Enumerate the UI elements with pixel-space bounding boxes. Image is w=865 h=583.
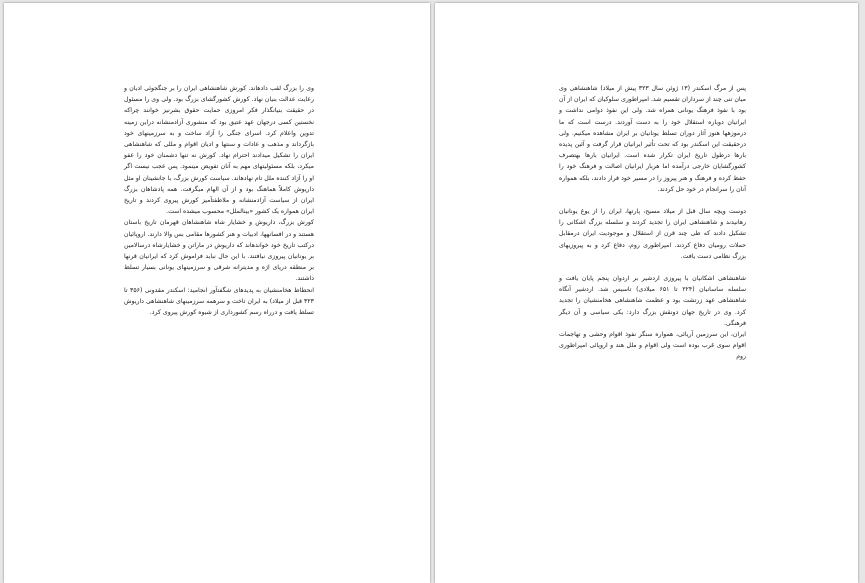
paragraph: ایران، این سرزمین آریائی، همواره سنگر نفوذ اقوام وحشی و تهاجمات اقوام سوی غرب بوده است ولی اقوام و ملل هند و اروپائی امپراطوری روم: [559, 331, 746, 361]
document-page-left: [4, 3, 430, 583]
page-text-block: [559, 83, 746, 363]
paragraph: کورش بزرگ، داریوش و خشایار شاه شاهنشاهان قهرمان تاریخ باستان هستند و در افسانهها، ادبیات و هنر کشورها مقامی بس والا دارند. اروپائیان درکتب تاریخ خود خواندهاند که داریوش در ماراتن و خشایارشاه درسالامین بر یونانیان پیروزی نیافتند. با این حال نباید فراموش کرد که ایرانیان قرنها بر منطقه دریای اژه و مدیترانه شرقی و سرزمینهای یونانی بسیار تسلط داشتند.: [124, 219, 314, 283]
document-page-right: [435, 3, 858, 583]
paragraph: انحطاط هخامنشیان به پدیدهای شگفتآور انجامید: اسکندر مقدونی (۳۵۶ تا ۳۲۳ قبل از میلاد) به ایران تاخت و سرهمه سرزمینهای شاهنشاهی داریوش تسلط یافت و درراه رسم کشورداری از شیوه کورش پیروی کرد.: [124, 286, 315, 317]
paragraph: پس از مرگ اسکندر (۱۳ ژوئن سال ۳۲۳ پیش از میلاد) شاهنشاهی وی میان تنی چند از سرداران تقسیم شد. امپراطوری سلوکیان که ایران از آن بود با نفوذ فرهنگ یونانی همراه شد. ولی این نفوذ دوامی نداشت و ایرانیان دوباره استقلال خود را به دست آوردند. درست است که ما درموزهها هنوز آثار دوران تسلط یونانیان بر ایران مشاهده میکنیم. ولی درحقیقت این اسکندر بود که تحت تأثیر ایرانیان قرار گرفت و آئین پدیده بارها درطول تاریخ ایران تکرار شده است. ایرانیان بارها بهتصرف کشورگشایان خارجی درآمده اما هربار ایرانیان اصالت و فرهنگ خود را حفظ کرده و فرهنگ و هنر پیروز را در مسیر خود قرار دادند، بلکه همواره آنان را سرانجام در خود حل کردند.: [559, 85, 747, 193]
paragraph: دوست ویچه سال قبل از میلاد مسیح، پارتها، ایران را از یوغ یونانیان رهانیدند و شاهنشاهی ایران را تجدید کردند و سلسله بزرگ اشکانی را تشکیل دادند که طی چند قرن از استقلال و موجودیت ایران درمقابل حملات رومیان دفاع کردند. امپراطوری روم، دفاع کرد و به پیروزیهای بزرگ نظامی دست یافت.: [559, 208, 746, 260]
paragraph: وی را بزرگ لقب دادهاند. کورش شاهنشاهی ایران را بر جنگجوئی ادیان و رعایت عدالت بنیان نهاد. کورش کشورگشای بزرگ بود. ولی وی را مسئول در حقیقت بنیانگذار فکر امروزی حمایت حقوق بشرنیز خوانند چراکه نخستین کسی درجهان عهد عتیق بود که منشوری آزادمنشانه دراین زمینه تدوین واعلام کرد. اسرای جنگی را آزاد ساخت و به سرزمینهای خود بازگرداند و مذهب و عادات و سنتها و ادیان اقوام و مللی که شاهنشاهی ایران را تشکیل میدادند احترام نهاد. کورش نه تنها دشمنان خود را عفو میکرد، بلکه مسئولیتهای مهم به آنان تفویض مینمود. پس عجب نیست اگر او را آزاد کننده ملل تام نهادهاند. سیاست کورش بزرگ، با جانشینان او مثل داریوش کاملاً هماهنگ بود و از آن الهام میگرفت. همه پادشاهان بزرگ ایران از سیاست آزادمنشانه و ملاطفتآمیز کورش پیروی کردند و تاریخ ایران همواره یک کشور «بینالملل» محسوب میشده است.: [124, 85, 314, 216]
page-text-block: [124, 83, 314, 318]
paragraph: شاهنشاهی اشکانیان با پیروزی اردشیر بر اردوان پنجم پایان یافت و سلسله ساسانیان (۲۲۴ تا ۶۵۱ میلادی) تاسیس شد. اردشیر آنگاه شاهنشاهی عهد زرتشت بود و عظمت شاهنشاهی هخامنشیان را تجدید کرد. وی در تاریخ جهان دونقش بزرگ دارد: یکی سیاسی و آن دیگر فرهنگی.: [559, 275, 746, 327]
